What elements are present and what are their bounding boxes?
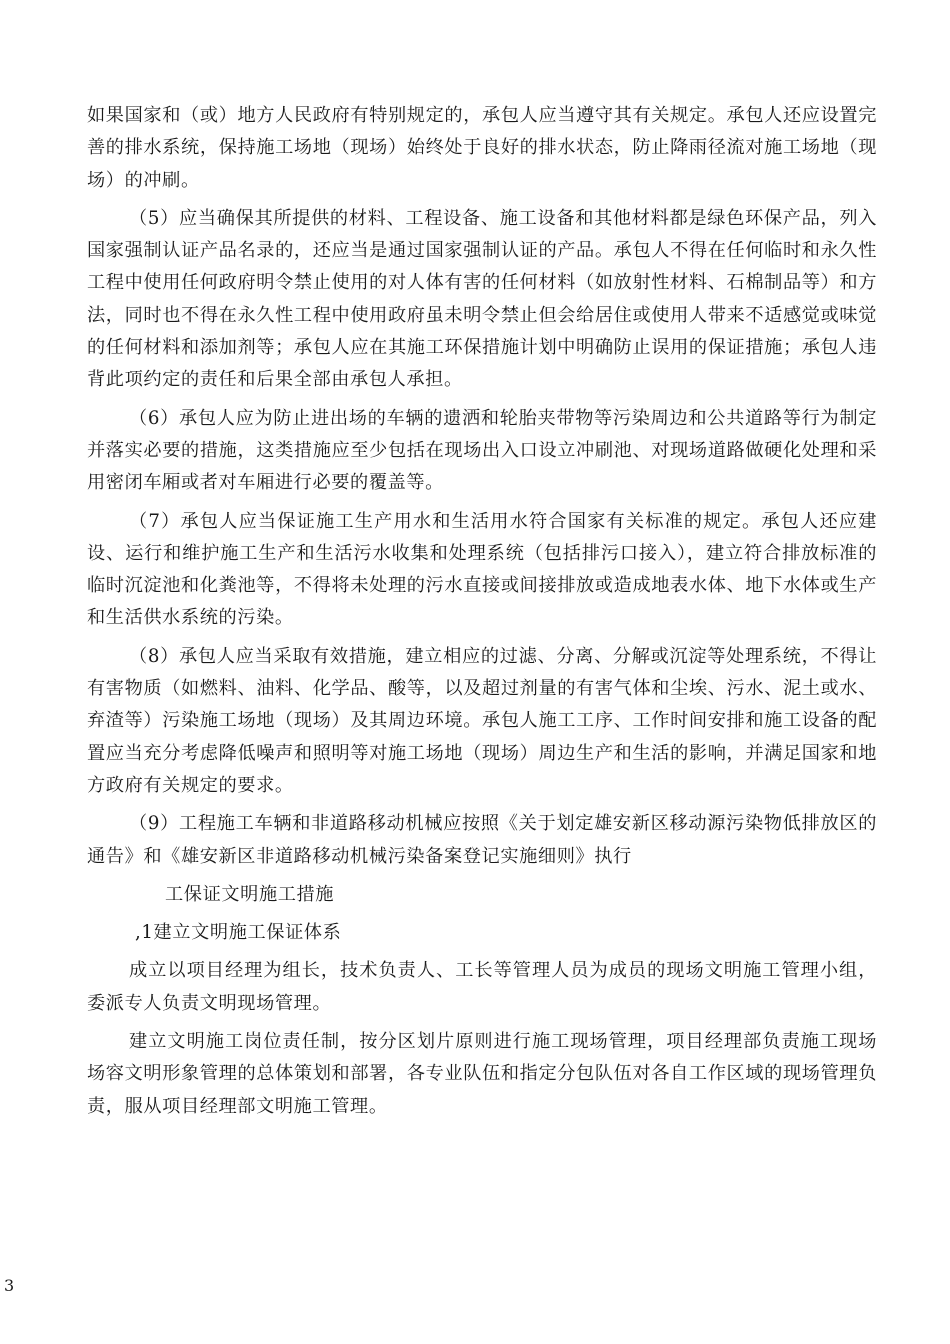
paragraph-item-8: （8）承包人应当采取有效措施，建立相应的过滤、分离、分解或沉淀等处理系统，不得让有害物质（如燃料、油料、化学品、酸等，以及超过剂量的有害气体和尘埃、污水、泥土或水、弃渣等）污染施工场地（现场）及其周边环境。承包人施工工序、工作时间安排和施工设备的配置应当充分考虑降低噪声和照明等对施工场地（现场）周边生产和生活的影响，并满足国家和地方政府有关规定的要求。 — [87, 645, 877, 796]
subsection-heading: ,1建立文明施工保证体系 — [135, 922, 342, 944]
paragraph-drainage: 如果国家和（或）地方人民政府有特别规定的，承包人应当遵守其有关规定。承包人还应设置完善的排水系统，保持施工场地（现场）始终处于良好的排水状态，防止降雨径流对施工场地（现场）的冲刷。 — [87, 105, 877, 191]
paragraph-item-6: （6）承包人应为防止进出场的车辆的遗洒和轮胎夹带物等污染周边和公共道路等行为制定并落实必要的措施，这类措施应至少包括在现场出入口设立冲刷池、对现场道路做硬化处理和采用密闭车厢或者对车厢进行必要的覆盖等。 — [87, 407, 877, 494]
paragraph-management-team: 成立以项目经理为组长，技术负责人、工长等管理人员为成员的现场文明施工管理小组，委派专人负责文明现场管理。 — [87, 960, 877, 1014]
page-number: 3 — [4, 1276, 15, 1295]
section-heading: 工保证文明施工措施 — [165, 883, 335, 905]
paragraph-item-7: （7）承包人应当保证施工生产用水和生活用水符合国家有关标准的规定。承包人还应建设、运行和维护施工生产和生活污水收集和处理系统（包括排污口接入），建立符合排放标准的临时沉淀池和化粪池等，不得将未处理的污水直接或间接排放或造成地表水体、地下水体或生产和生活供水系统的污染。 — [87, 510, 877, 629]
paragraph-item-9: （9）工程施工车辆和非道路移动机械应按照《关于划定雄安新区移动源污染物低排放区的通告》和《雄安新区非道路移动机械污染备案登记实施细则》执行 — [87, 813, 877, 867]
paragraph-responsibility-system: 建立文明施工岗位责任制，按分区划片原则进行施工现场管理，项目经理部负责施工现场场容文明形象管理的总体策划和部署，各专业队伍和指定分包队伍对各自工作区域的现场管理负责，服从项目经理部文明施工管理。 — [87, 1031, 877, 1117]
paragraph-item-5: （5）应当确保其所提供的材料、工程设备、施工设备和其他材料都是绿色环保产品，列入国家强制认证产品名录的，还应当是通过国家强制认证的产品。承包人不得在任何临时和永久性工程中使用任何政府明令禁止使用的对人体有害的任何材料（如放射性材料、石棉制品等）和方法，同时也不得在永久性工程中使用政府虽未明令禁止但会给居住或使用人带来不适感觉或味觉的任何材料和添加剂等；承包人应在其施工环保措施计划中明确防止误用的保证措施；承包人违背此项约定的责任和后果全部由承包人承担。 — [87, 207, 877, 391]
document-body — [87, 100, 877, 1123]
